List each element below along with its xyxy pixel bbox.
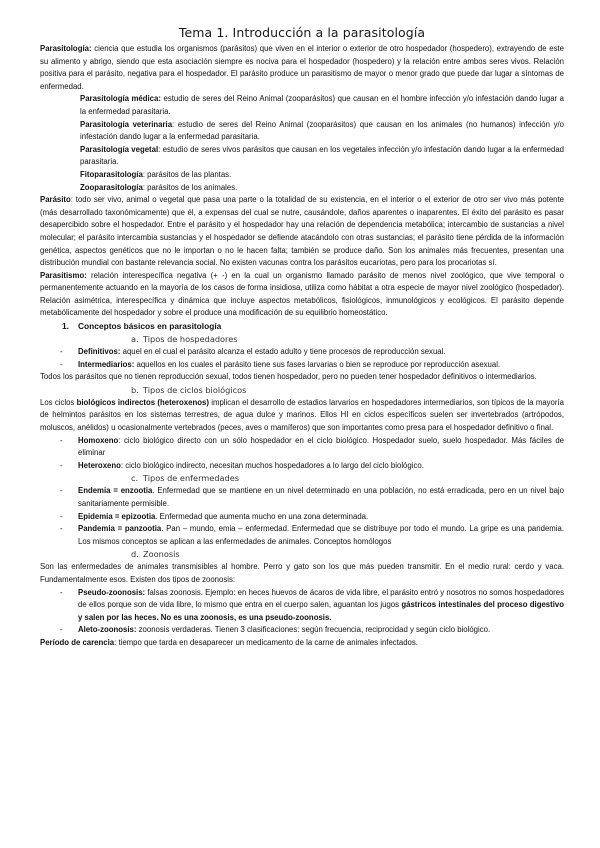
subsection-heading-enfermedades: c. Tipos de enfermedades: [131, 473, 240, 484]
list-item: - Heteroxeno: ciclo biológico indirecto, necesitan muchos hospedadores a lo largo del ciclo biológico.: [40, 460, 564, 473]
list-item: - Definitivos: aquel en el cual el parásito alcanza el estado adulto y tiene procesos de reproducción sexual.: [40, 346, 564, 359]
list-item: - Aleto-zoonosis: zoonosis verdaderas. Tienen 3 clasificaciones: según frecuencia, reciprocidad y según ciclo biológico.: [40, 624, 564, 637]
page-title: Tema 1. Introducción a la parasitología: [178, 25, 426, 40]
subsection-heading-hospedadores: a. Tipos de hospedadores: [131, 334, 238, 345]
def-periodo-carencia: Período de carencia: tiempo que tarda en desaparecer un medicamento de la carne de animales infectados.: [40, 637, 418, 647]
list-item: - Pseudo-zoonosis: falsas zoonosis. Ejemplo: en heces huevos de ácaros de vida libre, el parásito entró y nosotros no somos hospedadores de ellos porque son de vida libre, lo mismo que entra en el cuerpo salen, aguantan los jugos gástricos intestinales del proceso digestivo y salen por las heces. No es una zoonosis, es una pseudo-zoonosis.: [40, 587, 564, 625]
def-fitoparasitologia: Fitoparasitología: parásitos de las plantas.: [80, 169, 232, 179]
list-zoonosis: [40, 587, 564, 637]
def-zooparasitologia: Zooparasitología: parásitos de los animales.: [80, 182, 238, 192]
list-item: - Epidemia = epizootia. Enfermedad que aumenta mucho en una zona determinada.: [40, 511, 564, 524]
note-hospedadores: Todos los parásitos que no tienen reproducción sexual, todos tienen hospedador, pero no pueden tener hospedador definitivos o intermediarios.: [40, 372, 537, 382]
def-parasitologia-medica: Parasitología médica: estudio de seres del Reino Animal (zooparásitos) que causan en el hombre infección y/o infestación dando lugar a la enfermedad parasitaria.: [80, 94, 564, 116]
def-parasitismo: Parasitismo: relación interespecífica negativa (+ -) en la cual un organismo llamado parásito de menos nivel zoológico, que vive temporal o permanentemente actuando en la mayoría de los casos de forma insidiosa, utiliza como hábitat a otra especie de mayor nivel zoológico (hospedador). Relación asimétrica, interespecífica y dinámica que incluye aspectos metabólicos, fisiológicos, inmunológicos y ecológicos. El parásito depende metabólicamente del hospedador y sobre el produce una modificación de su equilibrio homeostático.: [40, 270, 564, 318]
list-item: - Pandemia = panzootia. Pan – mundo, emia – enfermedad. Enfermedad que se distribuye por todo el mundo. La gripe es una pandemia. Los mismos conceptos se aplican a las enfermedades de animales. Conceptos homólogos: [40, 523, 564, 548]
list-hospedadores: [40, 346, 564, 371]
list-item: - Intermediarios: aquellos en los cuales el parásito tiene sus fases larvarias o bien se reproduce por reproducción asexual.: [40, 359, 564, 372]
def-parasitologia-veterinaria: Parasitología veterinaria: estudio de seres del Reino Animal (zooparásitos) que causan en los animales (no humanos) infección y/o infestación dando lugar a la enfermedad parasitaria.: [80, 119, 564, 142]
list-ciclos: [40, 435, 564, 473]
def-parasitologia-vegetal: Parasitología vegetal: estudio de seres vivos parásitos que causan en los vegetales infección y/o infestación dando lugar a la enfermedad parasitaria.: [80, 144, 564, 167]
para-zoonosis: Son las enfermedades de animales transmisibles al hombre. Perro y gato son los que más pueden transmitir. En el medio rural: cerdo y vaca. Fundamentalmente esos. Existen dos tipos de zoonosis:: [40, 562, 564, 584]
def-parasitologia: Parasitología: ciencia que estudia los organismos (parásitos) que viven en el interior o exterior de otro hospedador (hospedero), extrayendo de este su alimento y abrigo, siendo que esta asociación siempre es nociva para el hospedador (hospedero) y la relación entre ambos seres vivos. Relación positiva para el parásito, negativa para el hospedador. El parásito produce un parasitismo de mayor o menor grado que puede dar lugar a síntomas de enfermedad.: [40, 44, 564, 91]
list-item: - Homoxeno: ciclo biológico directo con un sólo hospedador en el ciclo biológico. Hospedador suelo, suelo hospedador. Más fáciles de eliminar: [40, 435, 564, 460]
list-item: - Endemia = enzootia. Enfermedad que se mantiene en un nivel determinado en una población, no está erradicada, pero en un nivel bajo sanitariamente permisible.: [40, 485, 564, 510]
subsection-heading-zoonosis: d. Zoonosis: [131, 549, 180, 560]
para-ciclos: Los ciclos biológicos indirectos (heteroxenos) implican el desarrollo de estadios larvarios en hospedadores intermediarios, son típicos de la mayoría de helmintos parásitos en los sistemas terrestres, de agua dulce y marinos. Ellos HI en ciclos específicos suelen ser invertebrados (artrópodos, moluscos, anélidos) u ocasionalmente vertebrados (peces, aves o mamíferos) que son importantes como presa para el hospedador definitivo o final.: [40, 397, 564, 433]
term: Parasitología:: [40, 44, 92, 53]
def-parasito: Parásito: todo ser vivo, animal o vegetal que pasa una parte o la totalidad de su existencia, en el interior o el exterior de otro ser vivo más potente (más desarrollado taxonómicamente) que él, a expensas del cual se nutre, causándole, daños aparentes o inaparentes. El éxito del parásito es pasar desapercibido sobre el hospedador. Entre el parásito y el hospedador hay una relación de dependencia metabólica; intercambio de sustancias a nivel molecular; el parásito intercambia sustancias y el hospedador se defiende atacándolo con otras sustancias; el parásito tiene pérdida de la información genética, aspectos genéticos que no le importan o no le hacen falta; también se produce daño. Son los animales más frecuentes, presentan una distribución mundial con bastante relevancia social. No existen vacunas contra los parásitos eucariotas, pero para los procariotas sí.: [40, 195, 564, 268]
section-heading: 1. Conceptos básicos en parasitología: [62, 321, 222, 332]
list-enfermedades: [40, 485, 564, 548]
subsection-heading-ciclos: b. Tipos de ciclos biológicos: [131, 384, 247, 395]
